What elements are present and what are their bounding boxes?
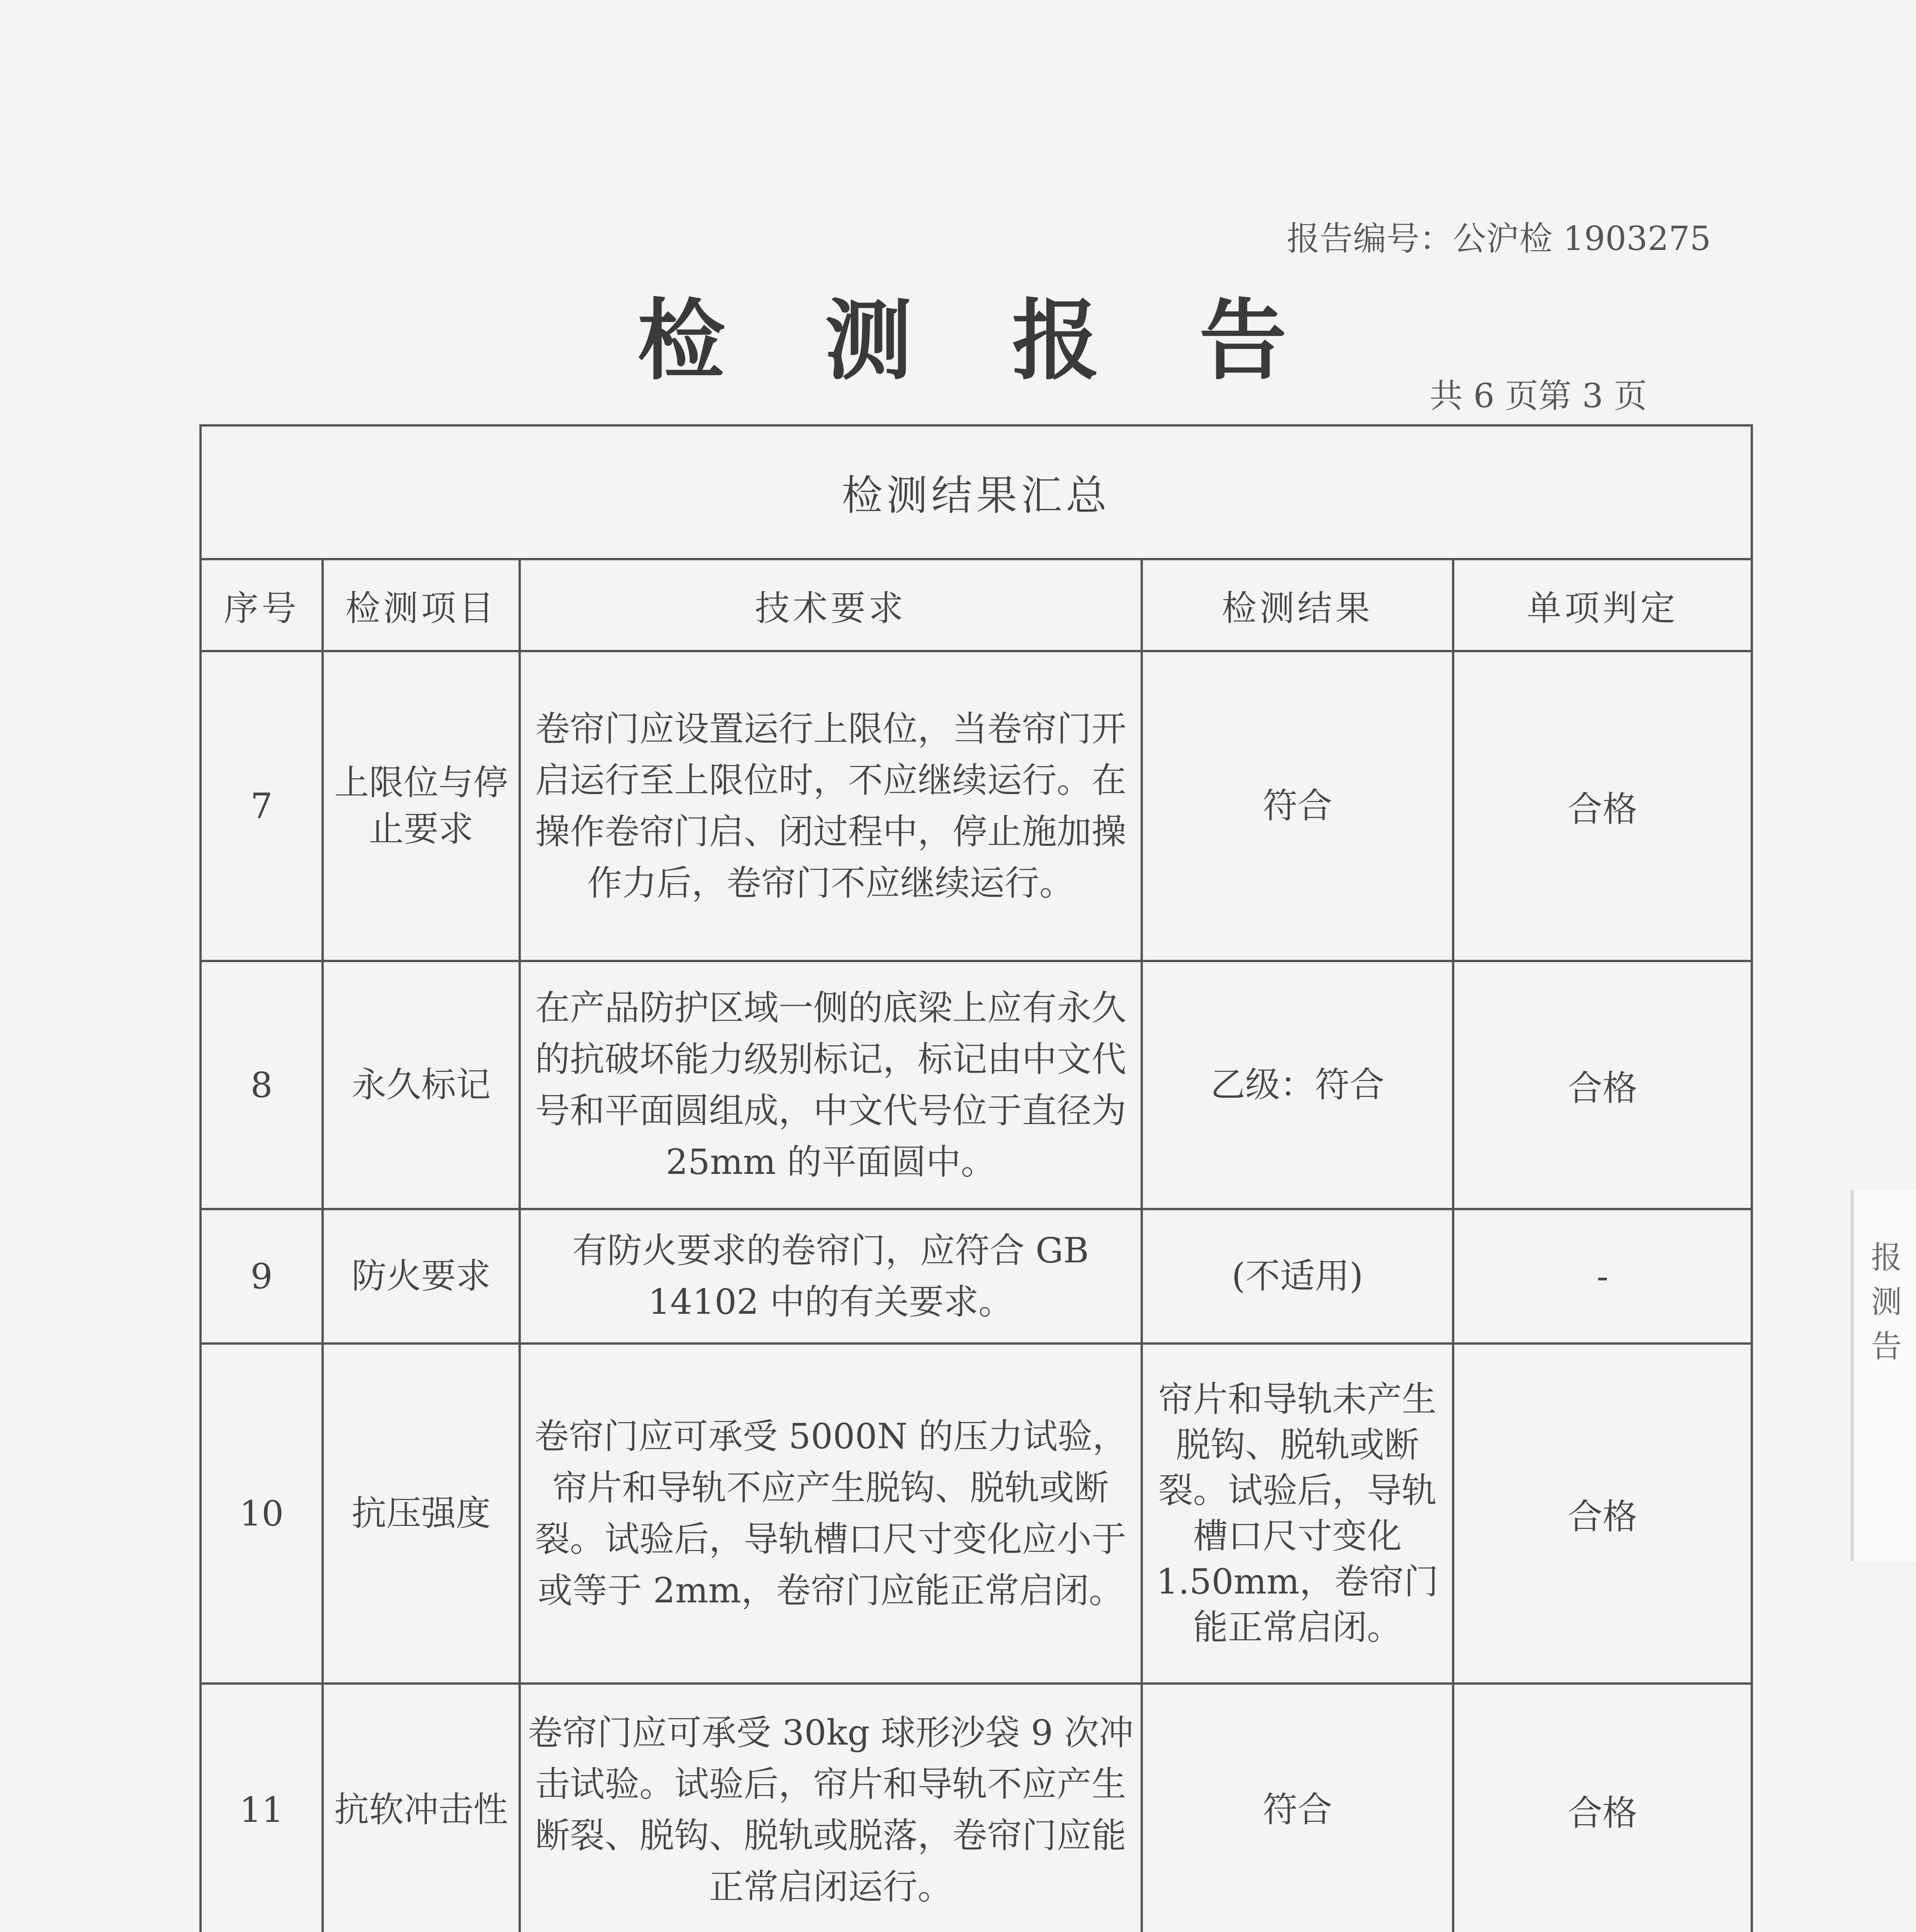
row-requirement: 卷帘门应设置运行上限位，当卷帘门开启运行至上限位时，不应继续运行。在操作卷帘门启、闭过程中，停止施加操作力后，卷帘门不应继续运行。 xyxy=(520,651,1142,961)
table-row xyxy=(201,1344,1752,1684)
row-result: (不适用) xyxy=(1142,1209,1453,1344)
row-no: 8 xyxy=(201,961,323,1209)
report-number: 报告编号：公沪检 1903275 xyxy=(1287,219,1711,258)
row-item: 永久标记 xyxy=(323,961,520,1209)
table-row xyxy=(201,1209,1752,1344)
table-row xyxy=(201,961,1752,1209)
table-header-row xyxy=(201,559,1752,651)
table-row xyxy=(201,651,1752,961)
table-caption: 检测结果汇总 xyxy=(201,425,1752,559)
row-no: 10 xyxy=(201,1344,323,1684)
column-header-verdict: 单项判定 xyxy=(1453,559,1752,651)
row-no: 11 xyxy=(201,1684,323,1932)
row-requirement: 卷帘门应可承受 30kg 球形沙袋 9 次冲击试验。试验后，帘片和导轨不应产生断裂、脱钩、脱轨或脱落，卷帘门应能正常启闭运行。 xyxy=(520,1684,1142,1932)
row-item: 防火要求 xyxy=(323,1209,520,1344)
row-verdict: 合格 xyxy=(1453,1684,1752,1932)
row-no: 7 xyxy=(201,651,323,961)
page-indicator: 共 6 页第 3 页 xyxy=(1430,377,1647,415)
row-verdict: - xyxy=(1453,1209,1752,1344)
row-verdict: 合格 xyxy=(1453,651,1752,961)
row-item: 抗软冲击性 xyxy=(323,1684,520,1932)
row-item: 抗压强度 xyxy=(323,1344,520,1684)
row-result: 帘片和导轨未产生脱钩、脱轨或断裂。试验后，导轨槽口尺寸变化 1.50mm，卷帘门能正常启闭。 xyxy=(1142,1344,1453,1684)
table-caption-row xyxy=(201,425,1752,559)
document-title: 检 测 报 告 xyxy=(638,289,1322,392)
column-header-requirement: 技术要求 xyxy=(520,559,1142,651)
column-header-no: 序号 xyxy=(201,559,323,651)
row-requirement: 有防火要求的卷帘门，应符合 GB 14102 中的有关要求。 xyxy=(520,1209,1142,1344)
row-item: 上限位与停止要求 xyxy=(323,651,520,961)
row-result: 符合 xyxy=(1142,1684,1453,1932)
row-verdict: 合格 xyxy=(1453,1344,1752,1684)
column-header-result: 检测结果 xyxy=(1142,559,1453,651)
table-row xyxy=(201,1684,1752,1932)
column-header-item: 检测项目 xyxy=(323,559,520,651)
margin-seal-stamp xyxy=(1851,1190,1916,1561)
row-no: 9 xyxy=(201,1209,323,1344)
margin-stamp-text: 报 测 告 xyxy=(1871,1240,1902,1364)
row-verdict: 合格 xyxy=(1453,961,1752,1209)
results-summary-table xyxy=(199,424,1753,1932)
row-requirement: 在产品防护区域一侧的底梁上应有永久的抗破坏能力级别标记，标记由中文代号和平面圆组成，中文代号位于直径为 25mm 的平面圆中。 xyxy=(520,961,1142,1209)
row-requirement: 卷帘门应可承受 5000N 的压力试验，帘片和导轨不应产生脱钩、脱轨或断裂。试验后，导轨槽口尺寸变化应小于或等于 2mm，卷帘门应能正常启闭。 xyxy=(520,1344,1142,1684)
row-result: 符合 xyxy=(1142,651,1453,961)
row-result: 乙级：符合 xyxy=(1142,961,1453,1209)
